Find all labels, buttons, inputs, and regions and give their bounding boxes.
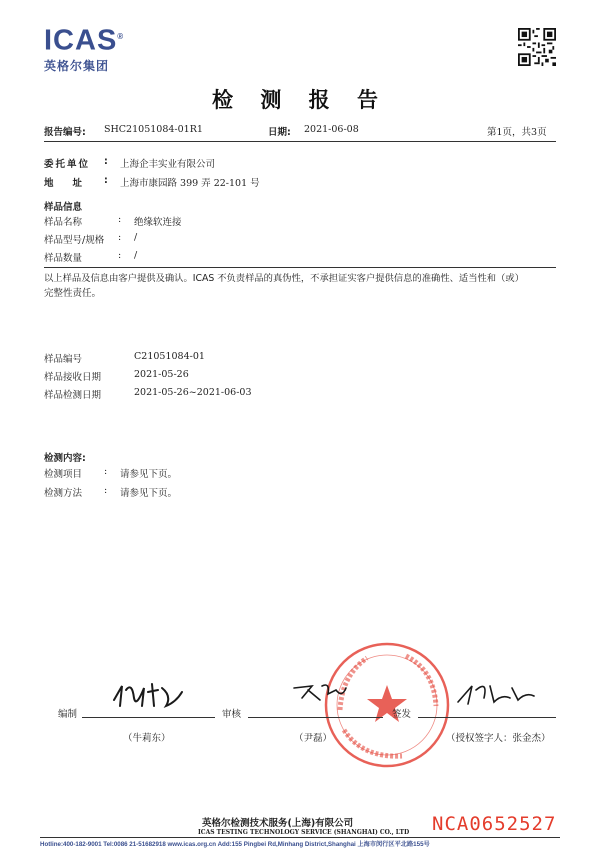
report-number-value: SHC21051084-01R1 <box>104 124 203 135</box>
report-date-value: 2021-06-08 <box>304 124 359 135</box>
test-method-colon: : <box>104 485 108 496</box>
sample-info-heading: 样品信息 <box>44 202 83 213</box>
footer-company-cn: 英格尔检测技术服务(上海)有限公司 <box>202 818 354 829</box>
footer-divider <box>40 837 560 838</box>
page-info: 第1页，共3页 <box>487 127 547 138</box>
disclaimer-line-2: 完整性责任。 <box>44 288 102 299</box>
report-number-label: 报告编号: <box>44 127 86 138</box>
test-content-heading: 检测内容: <box>44 453 86 464</box>
sample-name-label: 样品名称 <box>44 217 83 228</box>
test-items-label: 检测项目 <box>44 469 83 480</box>
approver-signature-icon <box>454 680 536 710</box>
client-unit-label: 委托单位 <box>44 159 91 170</box>
sample-test-date-label: 样品检测日期 <box>44 390 102 401</box>
qr-code-icon <box>518 28 556 66</box>
sample-number-value: C21051084-01 <box>134 351 205 362</box>
sample-received-label: 样品接收日期 <box>44 372 102 383</box>
nca-number: NCA0652527 <box>432 813 557 835</box>
header-divider <box>44 141 556 142</box>
compiled-label: 编制 <box>58 709 78 720</box>
sample-name-colon: : <box>118 214 122 225</box>
client-unit-colon: : <box>104 156 108 167</box>
reviewed-label: 审核 <box>222 709 242 720</box>
compiled-name: （牛莉东） <box>123 733 171 744</box>
sample-divider <box>44 267 556 268</box>
compiler-signature-icon <box>110 678 190 712</box>
logo-cn-text: 英格尔集团 <box>44 58 110 73</box>
sample-model-label: 样品型号/规格 <box>44 235 105 246</box>
reviewer-signature-icon <box>290 680 350 706</box>
test-items-colon: : <box>104 466 108 477</box>
sample-received-value: 2021-05-26 <box>134 369 189 380</box>
sample-number-label: 样品编号 <box>44 354 83 365</box>
sample-quantity-colon: : <box>118 250 122 261</box>
sample-name-value: 绝缘软连接 <box>134 217 182 228</box>
approved-signature-line <box>418 717 556 718</box>
footer-company-en: ICAS TESTING TECHNOLOGY SERVICE (SHANGHAI) CO., LTD <box>198 829 410 836</box>
approved-name: （授权签字人：张金杰） <box>446 733 551 744</box>
test-items-value: 请参见下页。 <box>120 469 178 480</box>
client-unit-value: 上海企丰实业有限公司 <box>120 159 216 170</box>
reviewed-name: （尹磊） <box>294 733 333 744</box>
report-date-label: 日期: <box>268 127 291 138</box>
client-address-label: 地 址 <box>44 178 83 189</box>
sample-model-colon: : <box>118 232 122 243</box>
sample-quantity-value: / <box>134 250 138 261</box>
disclaimer-line-1: 以上样品及信息由客户提供及确认。ICAS 不负责样品的真伪性，不承担证实客户提供信息的准确性、适当性和（或） <box>44 273 524 284</box>
sample-quantity-label: 样品数量 <box>44 253 83 264</box>
test-method-label: 检测方法 <box>44 488 83 499</box>
footer-contact: Hotline:400-182-9001 Tel:0086 21-51682918 www.icas.org.cn Add:155 Pingbei Rd,Minhang District,Shanghai 上海市闵行区平北路155号 <box>40 841 430 848</box>
compiled-signature-line <box>82 717 215 718</box>
reviewed-signature-line <box>248 717 383 718</box>
logo-text: ICAS® <box>44 24 125 57</box>
page-title: 检 测 报 告 <box>212 88 388 112</box>
company-logo <box>44 22 124 74</box>
sample-test-date-value: 2021-05-26~2021-06-03 <box>134 387 252 398</box>
approved-label: 签发 <box>392 709 412 720</box>
client-address-value: 上海市康园路 399 弄 22-101 号 <box>120 178 260 189</box>
test-method-value: 请参见下页。 <box>120 488 178 499</box>
sample-model-value: / <box>134 232 138 243</box>
client-address-colon: : <box>104 175 108 186</box>
